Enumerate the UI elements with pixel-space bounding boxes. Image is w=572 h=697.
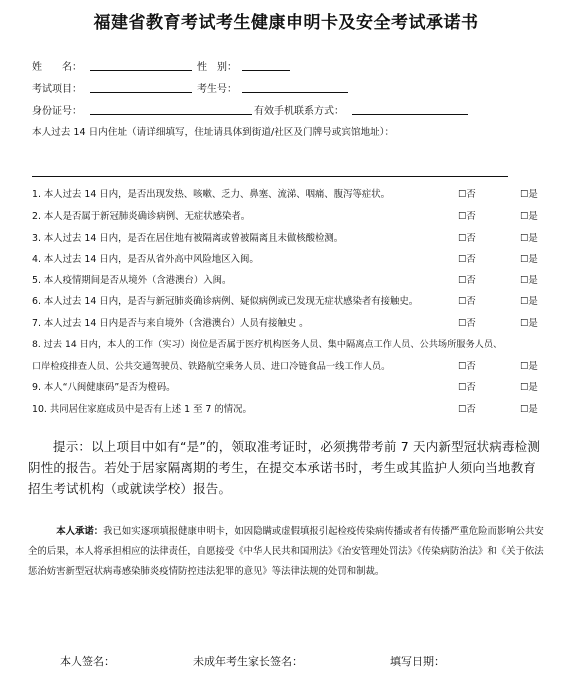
q8-yes-checkbox[interactable]: ☐是 bbox=[520, 361, 538, 372]
exam-item-field[interactable] bbox=[90, 92, 192, 93]
q3-yes-checkbox[interactable]: ☐是 bbox=[520, 233, 538, 244]
promise-paragraph bbox=[28, 522, 548, 582]
phone-field[interactable] bbox=[352, 114, 468, 115]
q9-no-checkbox[interactable]: ☐否 bbox=[458, 382, 476, 393]
address-label: 本人过去 14 日内住址（请详细填写，住址请具体到街道/社区及门牌号或宾馆地址）： bbox=[32, 127, 395, 138]
q6-no-checkbox[interactable]: ☐否 bbox=[458, 296, 476, 307]
question-7: 7. 本人过去 14 日内是否与来自境外（含港澳台）人员有接触史 。 bbox=[32, 318, 309, 329]
page-title: 福建省教育考试考生健康申明卡及安全考试承诺书 bbox=[93, 13, 479, 33]
q5-no-checkbox[interactable]: ☐否 bbox=[458, 275, 476, 286]
name-field[interactable] bbox=[90, 70, 192, 71]
promise-text: 我已如实逐项填报健康申明卡，如因隐瞒或虚假填报引起检疫传染病传播或者有传播严重危险而影响公共安全的后果，本人将承担相应的法律责任，自愿接受《中华人民共和国刑法》《治安管理处罚法》《传染病防治法》和《关于依法惩治妨害新型冠状病毒感染肺炎疫情防控违法犯罪的意见》等法律法规的处罚和制裁。 bbox=[28, 526, 544, 577]
q10-yes-checkbox[interactable]: ☐是 bbox=[520, 404, 538, 415]
self-signature-label: 本人签名： bbox=[60, 655, 115, 668]
q2-yes-checkbox[interactable]: ☐是 bbox=[520, 211, 538, 222]
question-3: 3. 本人过去 14 日内，是否在居住地有被隔离或曾被隔离且未做核酸检测。 bbox=[32, 233, 344, 244]
guardian-signature-label: 未成年考生家长签名： bbox=[193, 655, 303, 668]
q3-no-checkbox[interactable]: ☐否 bbox=[458, 233, 476, 244]
id-no-label: 身份证号： bbox=[32, 106, 82, 117]
question-10: 10. 共同居住家庭成员中是否有上述 1 至 7 的情况。 bbox=[32, 404, 252, 415]
name-label: 姓 名： bbox=[32, 62, 82, 73]
question-8: 8. 过去 14 日内，本人的工作（实习）岗位是否属于医疗机构医务人员、集中隔离点工作人员、公共场所服务人员、 bbox=[32, 339, 503, 350]
address-field[interactable] bbox=[32, 176, 508, 177]
gender-label: 性 别： bbox=[197, 62, 237, 73]
q6-yes-checkbox[interactable]: ☐是 bbox=[520, 296, 538, 307]
q4-no-checkbox[interactable]: ☐否 bbox=[458, 254, 476, 265]
exam-no-label: 考生号： bbox=[197, 84, 237, 95]
question-2: 2. 本人是否属于新冠肺炎确诊病例、无症状感染者。 bbox=[32, 211, 251, 222]
question-6: 6. 本人过去 14 日内，是否与新冠肺炎确诊病例、疑似病例或已发现无症状感染者有接触史。 bbox=[32, 296, 419, 307]
q10-no-checkbox[interactable]: ☐否 bbox=[458, 404, 476, 415]
q1-yes-checkbox[interactable]: ☐是 bbox=[520, 189, 538, 200]
tip-paragraph: 提示：以上项目中如有“是”的，领取准考证时，必须携带考前 7 天内新型冠状病毒检测阴性的报告。若处于居家隔离期的考生，在提交本承诺书时，考生或其监护人须向当地教育招生考试机构（或就读学校）报告。 bbox=[28, 439, 541, 496]
q9-yes-checkbox[interactable]: ☐是 bbox=[520, 382, 538, 393]
id-no-field[interactable] bbox=[90, 114, 252, 115]
q2-no-checkbox[interactable]: ☐否 bbox=[458, 211, 476, 222]
q4-yes-checkbox[interactable]: ☐是 bbox=[520, 254, 538, 265]
q5-yes-checkbox[interactable]: ☐是 bbox=[520, 275, 538, 286]
phone-label: 有效手机联系方式： bbox=[254, 106, 344, 117]
question-1: 1. 本人过去 14 日内，是否出现发热、咳嗽、乏力、鼻塞、流涕、咽痛、腹泻等症状。 bbox=[32, 189, 390, 200]
question-5: 5. 本人疫情期间是否从境外（含港澳台）入闽。 bbox=[32, 275, 232, 286]
q1-no-checkbox[interactable]: ☐否 bbox=[458, 189, 476, 200]
gender-field[interactable] bbox=[242, 70, 290, 71]
exam-item-label: 考试项目： bbox=[32, 84, 82, 95]
q7-yes-checkbox[interactable]: ☐是 bbox=[520, 318, 538, 329]
question-8-continued: 口岸检疫排查人员、公共交通驾驶员、铁路航空乘务人员、进口冷链食品一线工作人员。 bbox=[32, 361, 391, 372]
q7-no-checkbox[interactable]: ☐否 bbox=[458, 318, 476, 329]
question-9: 9. 本人“八闽健康码”是否为橙码。 bbox=[32, 382, 176, 393]
promise-label: 本人承诺： bbox=[56, 526, 104, 537]
question-4: 4. 本人过去 14 日内，是否从省外高中风险地区入闽。 bbox=[32, 254, 259, 265]
q8-no-checkbox[interactable]: ☐否 bbox=[458, 361, 476, 372]
fill-date-label: 填写日期： bbox=[390, 655, 445, 668]
exam-no-field[interactable] bbox=[242, 92, 348, 93]
